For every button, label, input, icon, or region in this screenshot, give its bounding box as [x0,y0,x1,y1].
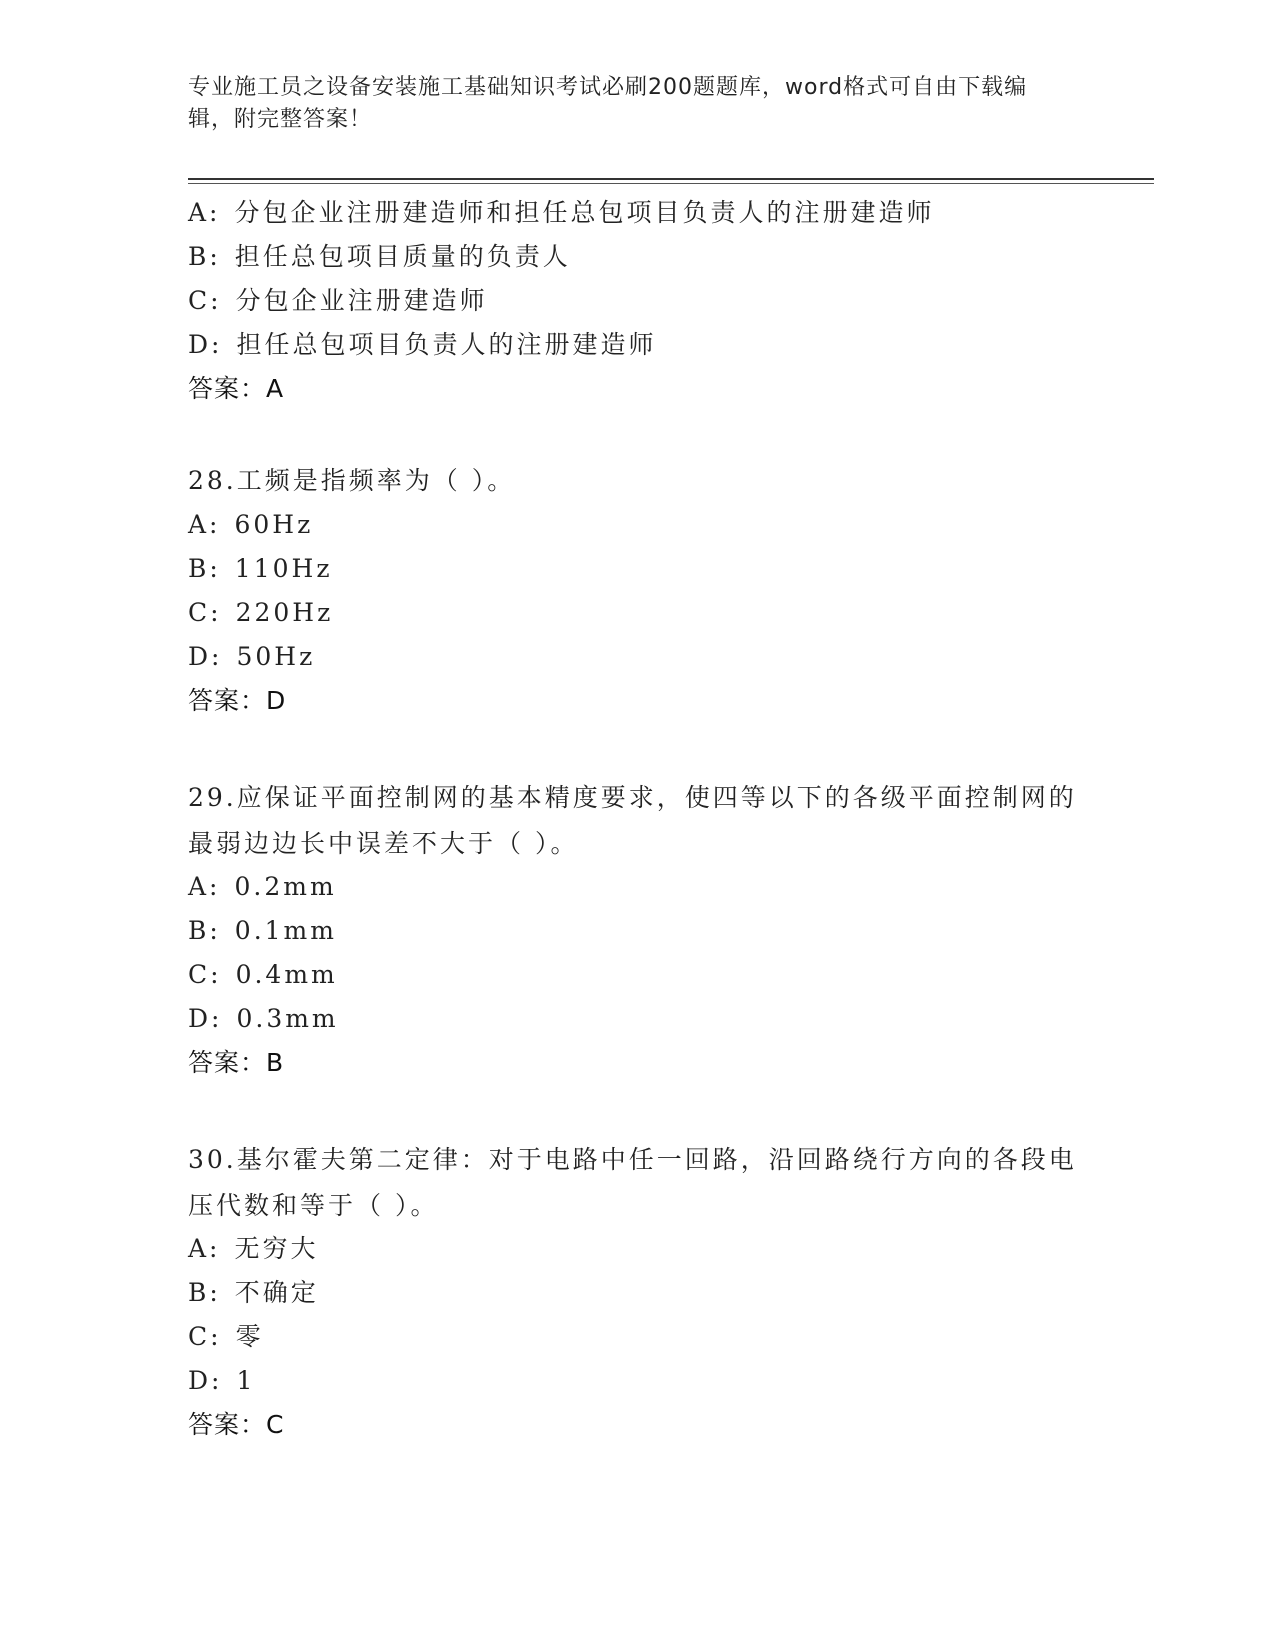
q29-option-c [188,958,338,992]
option-label: A: [188,1234,221,1263]
answer-value: C [266,1410,285,1439]
option-label: D: [188,642,223,671]
answer-prefix: 答案： [188,686,267,715]
option-text: 220Hz [235,598,334,627]
option-label: A: [188,872,221,901]
q29-option-d [188,1002,339,1036]
option-text: 分包企业注册建造师和担任总包项目负责人的注册建造师 [234,198,935,227]
header-rule-thin [188,183,1154,184]
option-label: A: [188,510,221,539]
option-text: 分包企业注册建造师 [235,286,488,315]
answer-prefix: 答案： [188,1048,267,1077]
q28-option-a [188,508,313,542]
option-label: D: [188,1366,223,1395]
q28-stem: 28.工频是指频率为（ ）。 [188,466,516,495]
option-label: D: [188,1004,223,1033]
option-label: C: [188,1322,222,1351]
option-text: 60Hz [234,510,314,539]
option-text: 担任总包项目质量的负责人 [234,242,571,271]
option-label: C: [188,960,222,989]
q29-answer [188,1046,284,1080]
option-label: D: [188,330,223,359]
q27-option-d [188,328,656,362]
q28-answer [188,684,286,718]
answer-prefix: 答案： [188,1410,267,1439]
q28-option-b [188,552,333,586]
option-label: C: [188,286,222,315]
option-text: 担任总包项目负责人的注册建造师 [236,330,657,359]
option-text: 0.1mm [234,916,337,945]
q30-answer [188,1408,284,1442]
q27-option-b [188,240,571,274]
option-text: 0.4mm [235,960,338,989]
option-label: B: [188,242,221,271]
answer-value: B [266,1048,285,1077]
option-text: 0.3mm [236,1004,339,1033]
q28-option-d [188,640,315,674]
q30-option-a [188,1232,319,1266]
q30-stem: 30.基尔霍夫第二定律：对于电路中任一回路，沿回路绕行方向的各段电压代数和等于（ ）。 [188,1145,1077,1220]
option-text: 1 [236,1366,256,1395]
q30-option-d [188,1364,255,1398]
document-header: 专业施工员之设备安装施工基础知识考试必刷200题题库，word格式可自由下载编辑，附完整答案！ [188,75,1028,132]
q27-option-a [188,196,935,230]
option-text: 110Hz [234,554,333,583]
option-text: 0.2mm [234,872,337,901]
q30-option-c [188,1320,264,1354]
option-label: B: [188,916,221,945]
option-text: 50Hz [236,642,316,671]
header-rule-thick [188,178,1154,180]
option-label: B: [188,554,221,583]
answer-prefix: 答案： [188,374,267,403]
q27-option-c [188,284,488,318]
q30-option-b [188,1276,319,1310]
option-text: 零 [235,1322,264,1351]
q28-option-c [188,596,333,630]
option-text: 不确定 [234,1278,319,1307]
q29-option-a [188,870,337,904]
option-text: 无穷大 [234,1234,319,1263]
option-label: B: [188,1278,221,1307]
option-label: A: [188,198,221,227]
answer-value: D [266,686,287,715]
q29-stem: 29.应保证平面控制网的基本精度要求，使四等以下的各级平面控制网的最弱边边长中误差不大于（ ）。 [188,783,1077,858]
option-label: C: [188,598,222,627]
q29-option-b [188,914,337,948]
answer-value: A [266,374,285,403]
q27-answer [188,372,284,406]
